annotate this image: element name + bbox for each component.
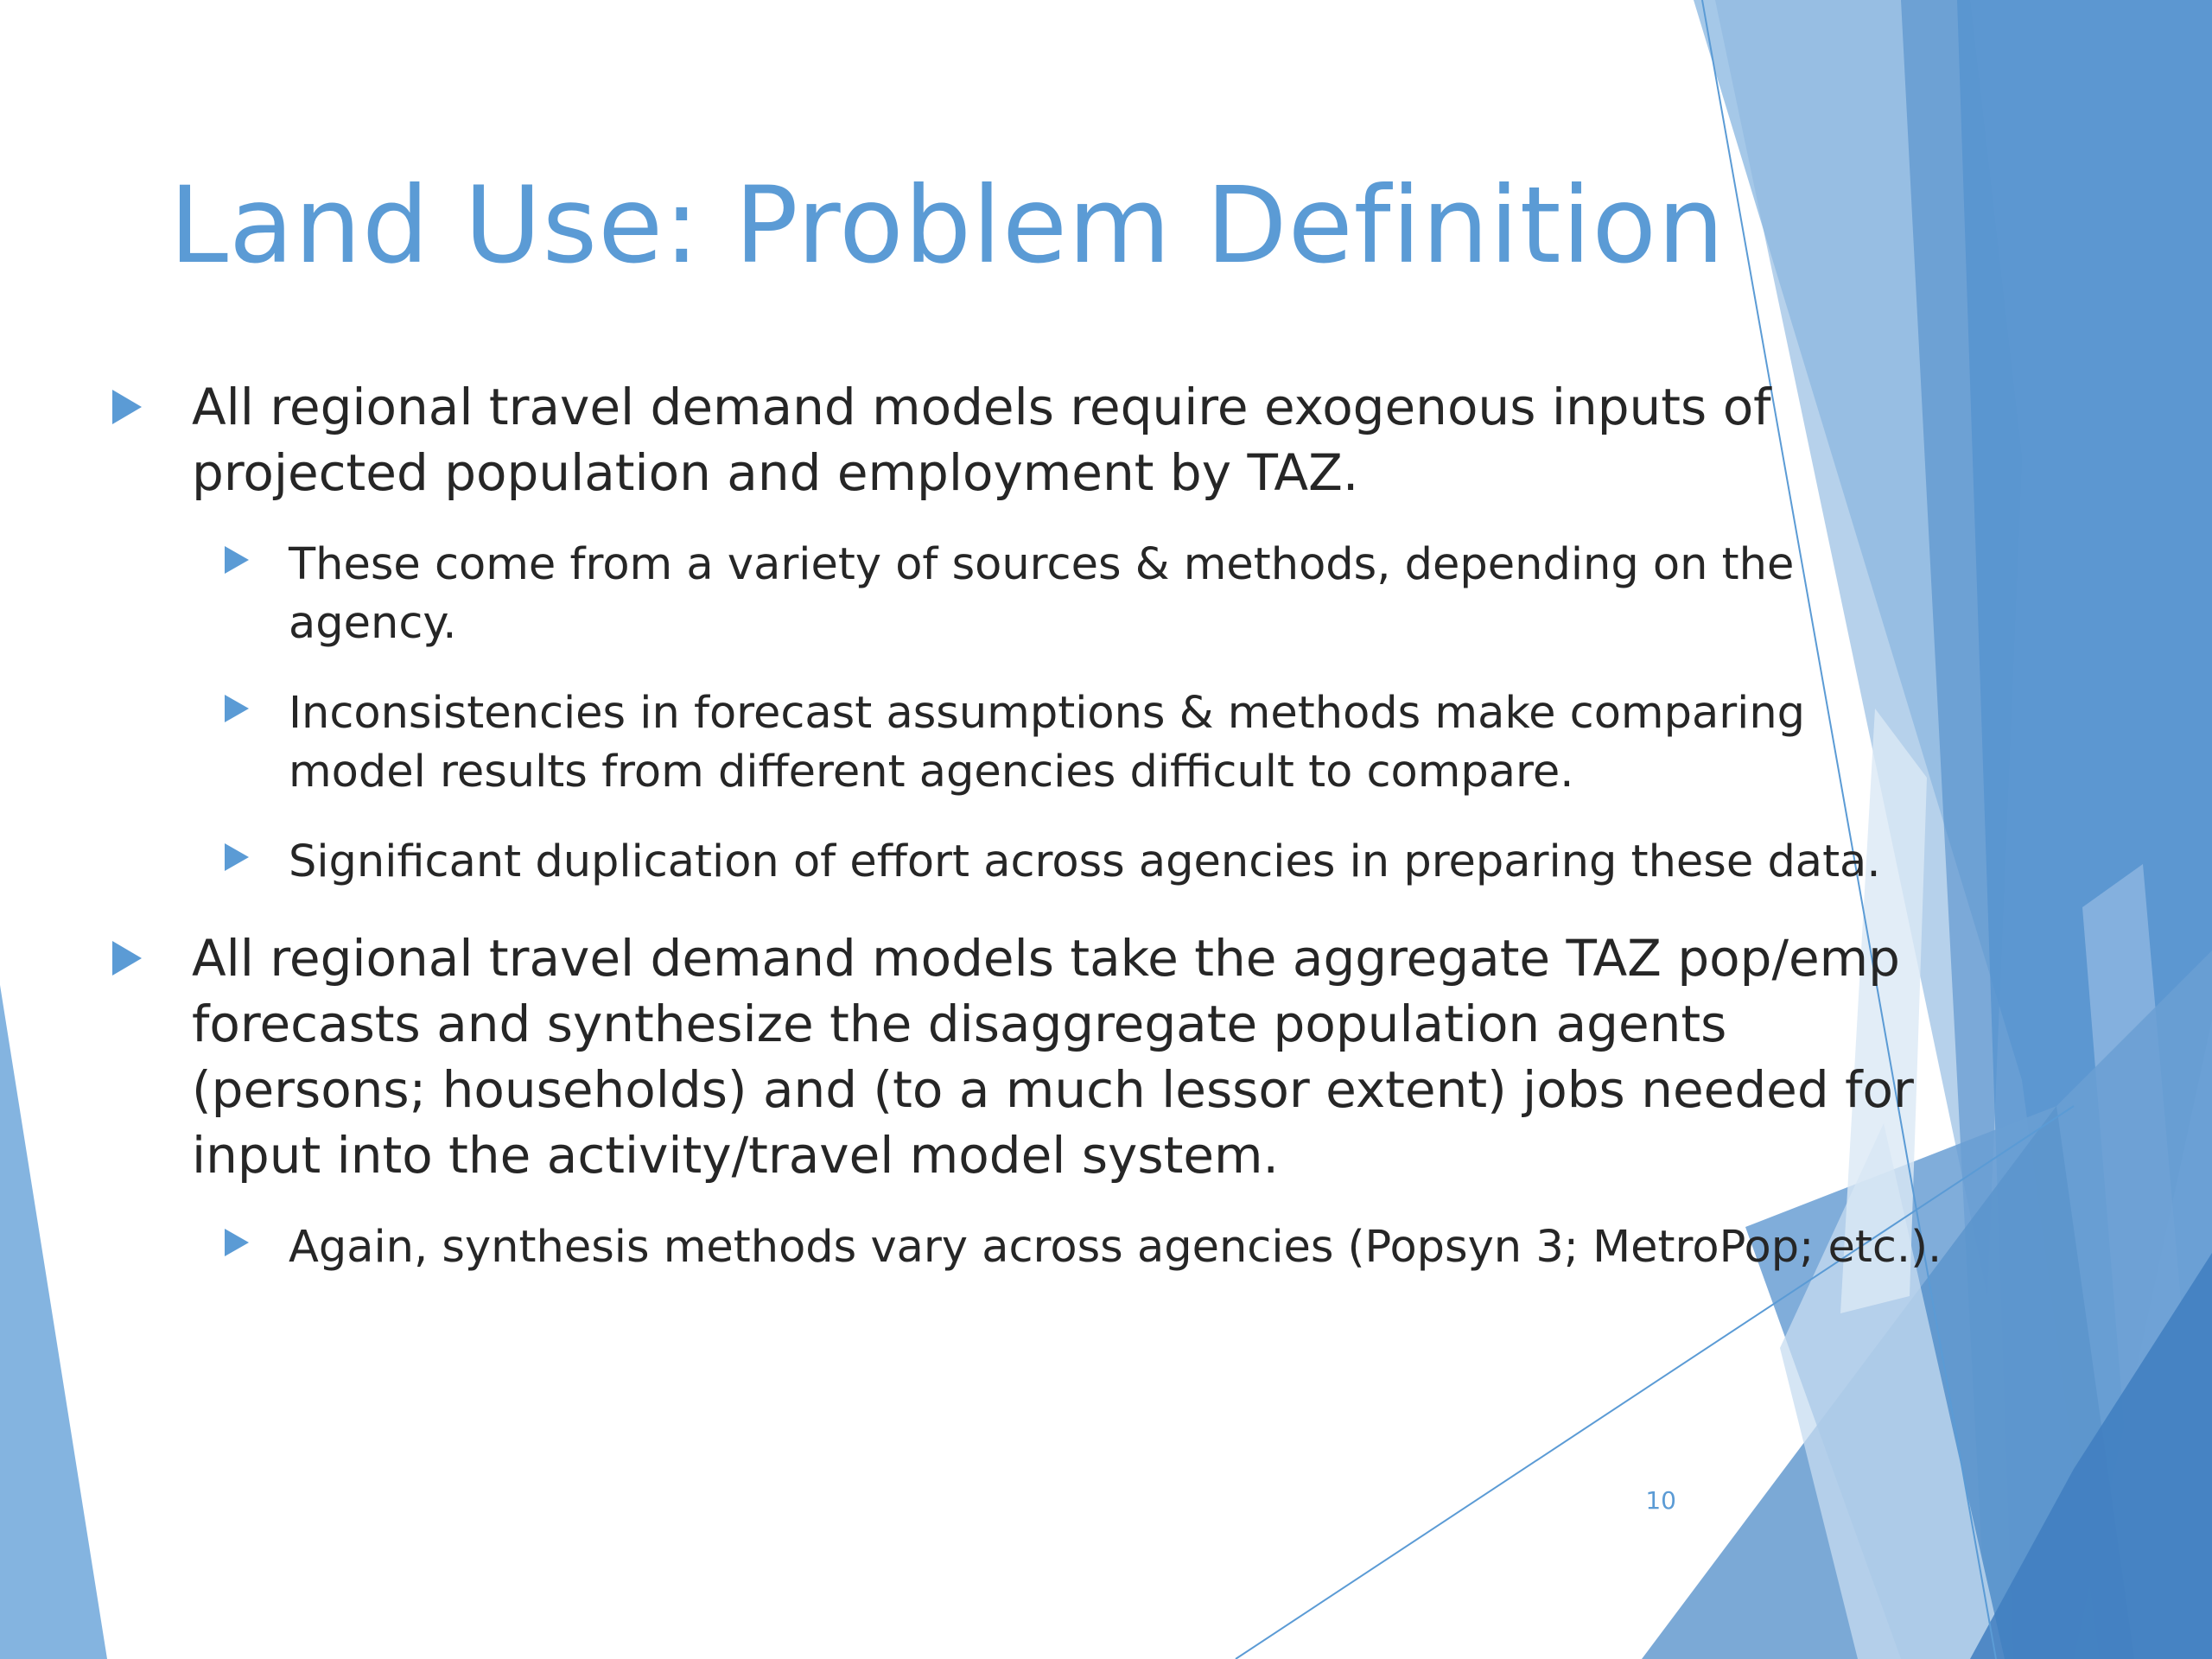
page-number: 10 [1645, 1486, 1676, 1515]
bullet-text: These come from a variety of sources & methods, depending on the agency. [289, 539, 1795, 649]
bullet-text: Inconsistencies in forecast assumptions & methods make comparing model results from different agencies difficult to compare. [289, 688, 1806, 798]
bullet-text: Again, synthesis methods vary across agencies (Popsyn 3; MetroPop; etc.). [289, 1222, 1942, 1273]
bullet-item-level2 [289, 1218, 1974, 1277]
triangle-right-icon [225, 546, 249, 574]
bullet-item-level2 [289, 833, 1930, 892]
bullet-text: Significant duplication of effort across agencies in preparing these data. [289, 836, 1881, 887]
bullet-item-level2 [289, 536, 1818, 653]
bullet-item-level1 [192, 374, 1816, 505]
triangle-right-icon [112, 390, 142, 424]
bullet-item-level1 [192, 925, 1920, 1188]
triangle-right-icon [112, 941, 142, 976]
triangle-right-icon [225, 1229, 249, 1256]
triangle-right-icon [225, 843, 249, 871]
slide-title: Land Use: Problem Definition [169, 164, 1726, 287]
bullet-item-level2 [289, 684, 1818, 802]
bullet-text: All regional travel demand models require exogenous inputs of projected population and employment by TAZ. [192, 378, 1771, 502]
bullet-text: All regional travel demand models take the aggregate TAZ pop/emp forecasts and synthesize the disaggregate population agents (persons; households) and (to a much lessor extent) jobs needed for input into the activity/travel model system. [192, 929, 1914, 1185]
triangle-right-icon [225, 695, 249, 722]
